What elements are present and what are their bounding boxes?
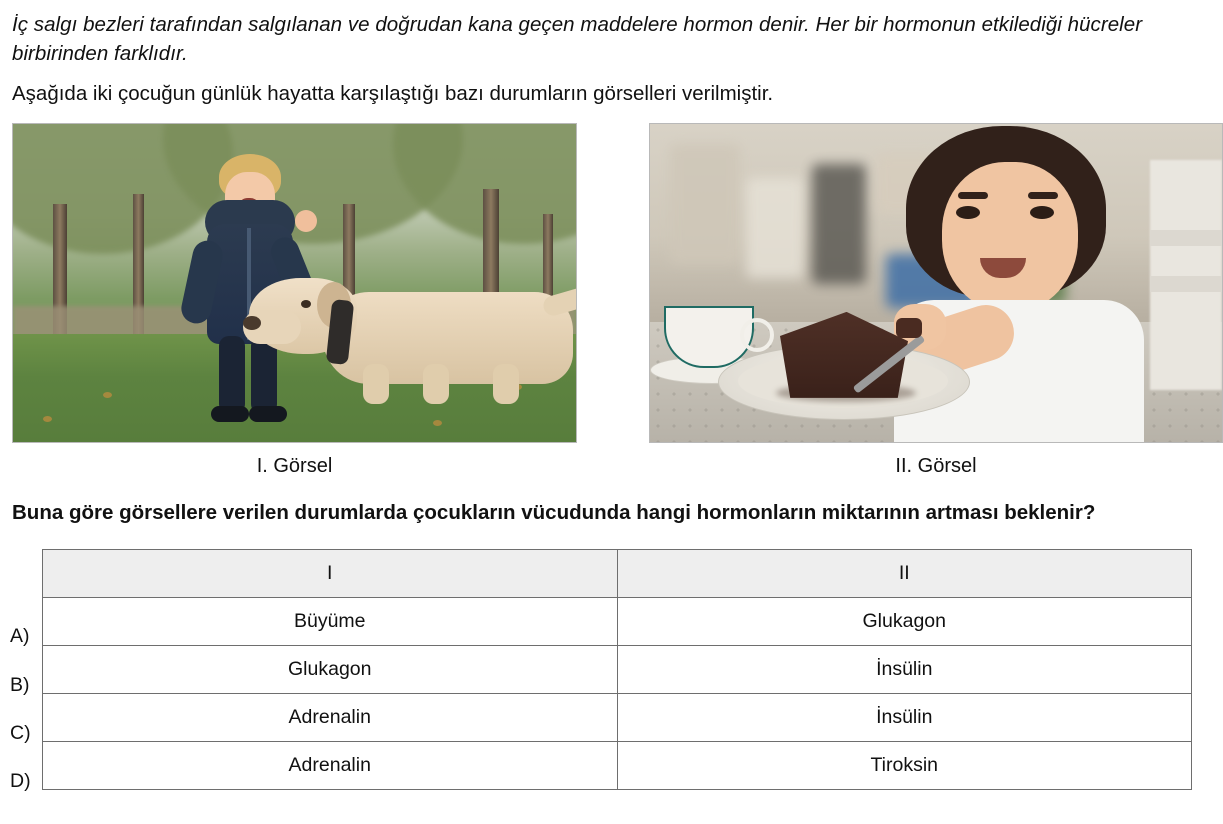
background-shape xyxy=(812,164,866,284)
option-d-col-i[interactable]: Adrenalin xyxy=(43,742,618,790)
option-d-col-ii[interactable]: Tiroksin xyxy=(617,742,1192,790)
table-row[interactable] xyxy=(43,598,1192,646)
child-eye xyxy=(1030,206,1054,219)
dog-nose xyxy=(243,316,261,330)
intro-paragraph: İç salgı bezleri tarafından salgılanan ve doğrudan kana geçen maddelere hormon denir. Her bir hormonun etkilediği hücreler birbirinden farklıdır. xyxy=(12,13,1143,66)
boy-left-leg xyxy=(219,336,245,414)
cup-handle xyxy=(740,318,774,352)
option-b-col-ii[interactable]: İnsülin xyxy=(617,646,1192,694)
figure-2-caption: II. Görsel xyxy=(895,454,977,477)
column-header-i: I xyxy=(43,550,618,598)
option-label-b: B) xyxy=(10,674,30,697)
answer-table xyxy=(42,549,1192,790)
boy-right-hand xyxy=(295,210,317,232)
option-label-c: C) xyxy=(10,722,31,745)
table-header-row xyxy=(43,550,1192,598)
question-text: Buna göre görsellere verilen durumlarda çocukların vücudunda hangi hormonların miktarının artması beklenir? xyxy=(12,500,1096,524)
figure-1-image xyxy=(12,123,577,443)
figure-2 xyxy=(649,123,1223,478)
leaf-icon xyxy=(433,420,442,426)
dog-leg xyxy=(363,364,389,404)
background-shape xyxy=(670,144,740,264)
option-label-a: A) xyxy=(10,625,30,648)
child-eyebrow xyxy=(1028,192,1058,199)
figures-row xyxy=(10,123,1213,478)
column-header-ii: II xyxy=(617,550,1192,598)
dog-figure xyxy=(243,252,573,412)
figure-1 xyxy=(12,123,577,478)
dog-leg xyxy=(423,364,449,404)
background-shape xyxy=(746,178,804,278)
leaf-icon xyxy=(43,416,52,422)
option-a-col-ii[interactable]: Glukagon xyxy=(617,598,1192,646)
option-b-col-i[interactable]: Glukagon xyxy=(43,646,618,694)
answer-options xyxy=(10,549,1213,793)
dog-leg xyxy=(493,364,519,404)
dog-eye xyxy=(301,300,311,308)
child-eye xyxy=(956,206,980,219)
dog-tail xyxy=(541,286,577,318)
option-a-col-i[interactable]: Büyüme xyxy=(43,598,618,646)
option-c-col-i[interactable]: Adrenalin xyxy=(43,694,618,742)
table-row[interactable] xyxy=(43,742,1192,790)
leaf-icon xyxy=(103,392,112,398)
option-label-d: D) xyxy=(10,770,31,793)
prompt-line: Aşağıda iki çocuğun günlük hayatta karşılaştığı bazı durumların görselleri verilmiştir. xyxy=(12,82,774,106)
option-c-col-ii[interactable]: İnsülin xyxy=(617,694,1192,742)
figure-1-caption: I. Görsel xyxy=(256,454,333,477)
table-row[interactable] xyxy=(43,646,1192,694)
figure-2-image xyxy=(649,123,1223,443)
child-face xyxy=(942,162,1078,312)
table-row[interactable] xyxy=(43,694,1192,742)
child-eyebrow xyxy=(958,192,988,199)
cake-bite-on-fork xyxy=(896,318,922,338)
